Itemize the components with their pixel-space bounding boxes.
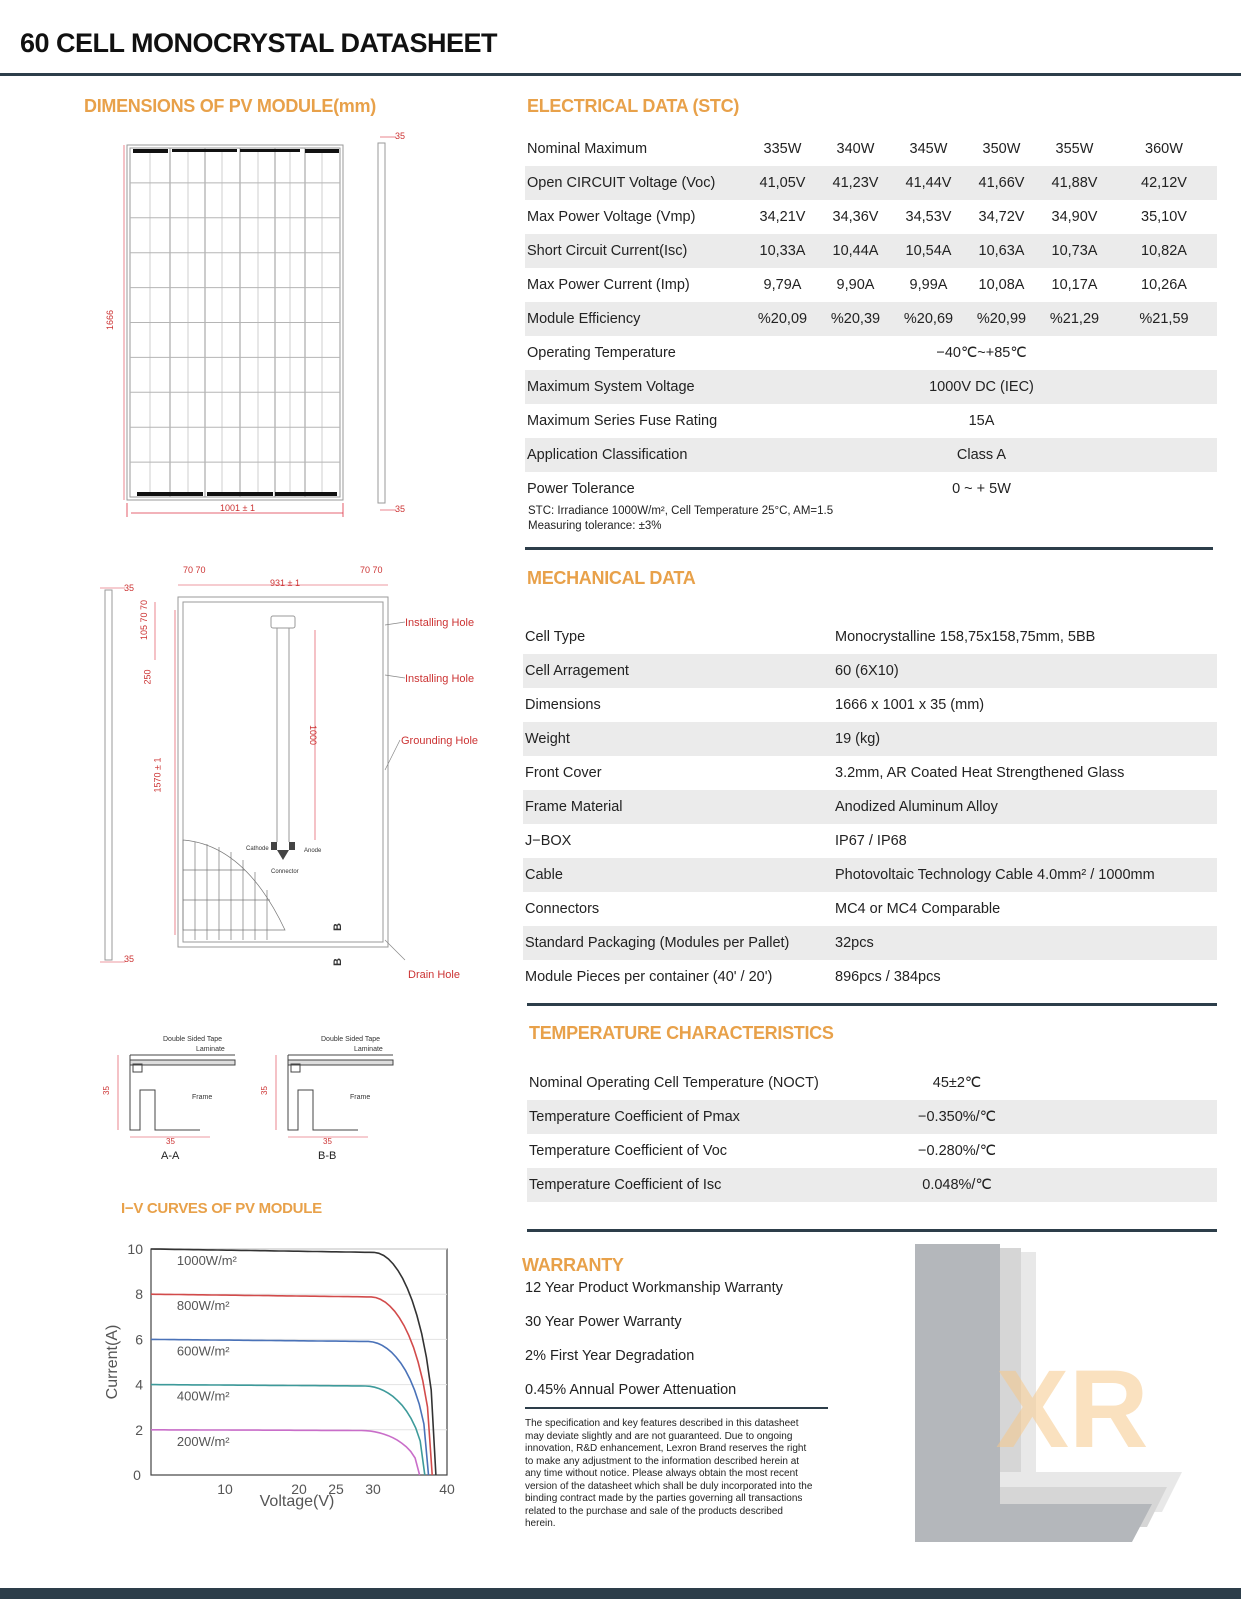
mechanical-row-value: Monocrystalline 158,75x158,75mm, 5BB	[835, 629, 1096, 645]
electrical-value: 35,10V	[1141, 209, 1187, 225]
mechanical-bottom-rule	[527, 1003, 1217, 1006]
temperature-row-label: Temperature Coefficient of Pmax	[527, 1100, 857, 1134]
section-b-top: B	[331, 923, 344, 931]
electrical-value: 34,36V	[832, 209, 879, 225]
iv-y-tick-label: 2	[135, 1421, 143, 1438]
installing-hole-label-1: Installing Hole	[405, 617, 475, 629]
electrical-value: %21,59	[1111, 302, 1217, 336]
electrical-value: 41,23V	[819, 166, 892, 200]
mechanical-title: MECHANICAL DATA	[527, 568, 696, 588]
electrical-span-value: 15A	[968, 413, 995, 429]
electrical-span-row	[525, 438, 1217, 472]
electrical-row-label: Max Power Current (Imp)	[527, 277, 690, 293]
mechanical-row-value: 3.2mm, AR Coated Heat Strengthened Glass	[835, 765, 1125, 781]
iv-y-axis-label: Current(A)	[104, 1324, 121, 1400]
footer-rule	[0, 1588, 1241, 1599]
electrical-value: 41,66V	[965, 166, 1038, 200]
cable-length-label: 1000	[308, 724, 319, 746]
connector-label: Connector	[271, 869, 299, 875]
temperature-row	[527, 1134, 1217, 1168]
anode-label: Anode	[304, 848, 322, 854]
electrical-value: 10,17A	[1051, 277, 1098, 293]
section-aa-laminate-label: Laminate	[196, 1046, 225, 1053]
temperature-row-value: 45±2℃	[932, 1075, 982, 1091]
iv-x-tick-label: 40	[439, 1481, 455, 1497]
electrical-value: 10,54A	[892, 234, 965, 268]
cathode-label: Cathode	[246, 846, 269, 852]
dimensions-title: DIMENSIONS OF PV MODULE(mm)	[84, 96, 376, 116]
iv-x-tick-label: 25	[328, 1481, 344, 1497]
temperature-row	[527, 1066, 1217, 1100]
back-top-width: 931 ± 1	[270, 578, 300, 588]
module-depth-bottom-label: 35	[395, 504, 406, 514]
electrical-row-label: Open CIRCUIT Voltage (Voc)	[525, 166, 746, 200]
warranty-title: WARRANTY	[522, 1255, 624, 1275]
mechanical-row-label: Weight	[523, 722, 835, 756]
iv-series-label: 400W/m²	[176, 1388, 230, 1404]
back-top-offsets-right: 70 70	[360, 565, 383, 575]
electrical-value: 41,05V	[746, 166, 819, 200]
electrical-value: 42,12V	[1111, 166, 1217, 200]
mechanical-row-label: Module Pieces per container (40' / 20')	[525, 969, 773, 985]
lexron-logo-graphic	[912, 1242, 1192, 1547]
electrical-span-value: 0 ~ + 5W	[952, 481, 1011, 497]
electrical-row-label: Application Classification	[525, 438, 746, 472]
electrical-value: 10,82A	[1111, 234, 1217, 268]
electrical-row	[525, 234, 1217, 268]
electrical-value: %21,29	[1038, 302, 1111, 336]
section-aa-tape-label: Double Sided Tape	[163, 1036, 223, 1043]
electrical-span-row	[525, 404, 1217, 438]
temperature-row-value: −0.280%/℃	[918, 1143, 996, 1159]
electrical-row-label: Operating Temperature	[527, 345, 676, 361]
logo-xr-text: XR	[995, 1348, 1149, 1471]
electrical-value: 335W	[763, 141, 802, 157]
section-bb-width: 35	[323, 1137, 332, 1146]
electrical-value: 41,88V	[1038, 166, 1111, 200]
mechanical-row-label: Front Cover	[525, 765, 602, 781]
electrical-value: 355W	[1055, 141, 1094, 157]
mechanical-row	[523, 926, 1217, 960]
electrical-row	[525, 132, 1217, 166]
electrical-row-label: Max Power Voltage (Vmp)	[527, 209, 696, 225]
stc-note: STC: Irradiance 1000W/m², Cell Temperature 25°C, AM=1.5	[528, 505, 834, 517]
mechanical-row-value: Anodized Aluminum Alloy	[835, 790, 1217, 824]
module-depth-top-label: 35	[395, 131, 406, 141]
mechanical-row-label: Dimensions	[525, 697, 601, 713]
warranty-list	[525, 1271, 783, 1407]
back-left-offsets: 105 70 70	[139, 599, 150, 641]
grounding-hole-label: Grounding Hole	[401, 735, 479, 747]
electrical-value: 10,63A	[965, 234, 1038, 268]
electrical-table	[525, 132, 1217, 506]
mechanical-row-value: Photovoltaic Technology Cable 4.0mm² / 1000mm	[835, 858, 1217, 892]
electrical-value: 34,90V	[1051, 209, 1098, 225]
module-height-label: 1666	[105, 309, 116, 331]
iv-y-tick-label: 8	[135, 1286, 143, 1303]
electrical-row-label: Nominal Maximum	[527, 141, 648, 157]
warranty-item: 2% First Year Degradation	[525, 1348, 695, 1364]
mechanical-row-value: 896pcs / 384pcs	[835, 969, 941, 985]
temperature-row-label: Temperature Coefficient of Isc	[527, 1168, 857, 1202]
mechanical-row-label: Frame Material	[523, 790, 835, 824]
section-bb-laminate-label: Laminate	[354, 1046, 383, 1053]
electrical-value: 9,90A	[836, 277, 875, 293]
electrical-span-value: 1000V DC (IEC)	[746, 370, 1217, 404]
back-top-offsets-left: 70 70	[183, 565, 206, 575]
electrical-value: 9,79A	[763, 277, 802, 293]
iv-series-label: 800W/m²	[176, 1298, 230, 1314]
back-left-pitch: 1570 ± 1	[152, 757, 163, 793]
electrical-value: 360W	[1145, 141, 1183, 157]
iv-x-axis-label: Voltage(V)	[259, 1493, 335, 1510]
electrical-title: ELECTRICAL DATA (STC)	[527, 96, 740, 116]
electrical-row-label: Module Efficiency	[525, 302, 746, 336]
iv-origin-tick-label: 0	[133, 1467, 141, 1483]
electrical-row-label: Maximum System Voltage	[525, 370, 746, 404]
electrical-row	[525, 166, 1217, 200]
temperature-row-value: 0.048%/℃	[857, 1168, 1057, 1202]
electrical-value: 9,99A	[909, 277, 948, 293]
temperature-title: TEMPERATURE CHARACTERISTICS	[529, 1023, 834, 1043]
electrical-row	[525, 200, 1217, 234]
mechanical-row	[523, 858, 1217, 892]
temperature-row-label: Nominal Operating Cell Temperature (NOCT)	[529, 1075, 819, 1091]
section-bb-tape-label: Double Sided Tape	[321, 1036, 381, 1043]
iv-x-tick-label: 30	[365, 1481, 381, 1497]
iv-curves-title: I−V CURVES OF PV MODULE	[121, 1200, 322, 1217]
section-aa-frame-label: Frame	[192, 1094, 213, 1101]
electrical-value: %20,39	[819, 302, 892, 336]
electrical-span-row	[525, 336, 1217, 370]
iv-curve-chart	[95, 1240, 475, 1520]
section-bb-frame-label: Frame	[350, 1094, 371, 1101]
header-rule	[0, 73, 1241, 76]
iv-series-label: 600W/m²	[176, 1343, 230, 1359]
temperature-row	[527, 1100, 1217, 1134]
electrical-value: 34,72V	[978, 209, 1025, 225]
temperature-row	[527, 1168, 1217, 1202]
electrical-value: 10,26A	[1141, 277, 1187, 293]
back-side-depth-top: 35	[124, 583, 135, 593]
iv-x-tick-label: 10	[217, 1481, 233, 1497]
mechanical-row-value: MC4 or MC4 Comparable	[835, 901, 1001, 917]
warranty-item: 12 Year Product Workmanship Warranty	[525, 1280, 783, 1296]
warranty-item: 0.45% Annual Power Attenuation	[525, 1382, 737, 1398]
temperature-bottom-rule	[527, 1229, 1217, 1232]
electrical-value: %20,09	[746, 302, 819, 336]
mechanical-row-label: Connectors	[525, 901, 600, 917]
page-title: 60 CELL MONOCRYSTAL DATASHEET	[20, 28, 498, 58]
mechanical-row-label: Cell Arragement	[523, 654, 835, 688]
section-bb-height: 35	[259, 1086, 269, 1095]
mechanical-row	[523, 688, 1217, 722]
warranty-rule	[525, 1407, 828, 1409]
electrical-row	[525, 302, 1217, 336]
iv-y-tick-label: 6	[135, 1331, 143, 1348]
electrical-span-row	[525, 370, 1217, 404]
iv-series-label: 200W/m²	[176, 1433, 230, 1449]
tolerance-note: Measuring tolerance: ±3%	[528, 520, 662, 532]
iv-y-tick-label: 4	[135, 1376, 143, 1393]
mechanical-row-label: Standard Packaging (Modules per Pallet)	[523, 926, 835, 960]
back-side-depth-bottom: 35	[124, 954, 135, 964]
mechanical-row	[523, 960, 1217, 994]
section-b-bottom: B	[331, 958, 344, 966]
section-aa-name: A-A	[161, 1150, 180, 1162]
electrical-bottom-rule	[525, 547, 1213, 550]
electrical-value: %20,99	[965, 302, 1038, 336]
electrical-row-label: Short Circuit Current(Isc)	[525, 234, 746, 268]
temperature-table	[527, 1066, 1217, 1202]
electrical-value: 10,08A	[978, 277, 1025, 293]
electrical-span-row	[525, 472, 1217, 506]
electrical-value: 34,21V	[759, 209, 806, 225]
mechanical-row	[523, 790, 1217, 824]
mechanical-row	[523, 654, 1217, 688]
mechanical-row	[523, 620, 1217, 654]
electrical-row	[525, 268, 1217, 302]
mechanical-row-value: 19 (kg)	[835, 722, 1217, 756]
electrical-row-label: Maximum Series Fuse Rating	[527, 413, 718, 429]
installing-hole-label-2: Installing Hole	[405, 673, 475, 685]
mechanical-row-value: 1666 x 1001 x 35 (mm)	[835, 697, 985, 713]
electrical-value: 10,73A	[1038, 234, 1111, 268]
warranty-item: 30 Year Power Warranty	[525, 1314, 682, 1330]
mechanical-row-label: J−BOX	[525, 833, 572, 849]
section-aa-height: 35	[101, 1086, 111, 1095]
iv-y-tick-label: 10	[127, 1241, 143, 1257]
back-left-250: 250	[142, 669, 153, 685]
electrical-value: 10,44A	[819, 234, 892, 268]
mechanical-row	[523, 892, 1217, 926]
section-bb-name: B-B	[318, 1150, 337, 1162]
front-view-drawing	[100, 125, 420, 525]
electrical-value: 10,33A	[746, 234, 819, 268]
mechanical-row	[523, 722, 1217, 756]
module-width-label: 1001 ± 1	[220, 503, 255, 513]
electrical-value: 41,44V	[892, 166, 965, 200]
mechanical-row	[523, 756, 1217, 790]
drain-hole-label: Drain Hole	[408, 969, 460, 981]
mechanical-row	[523, 824, 1217, 858]
disclaimer-text: The specification and key features described in this datasheet may deviate slightly and are not guaranteed. Due to ongoing innovation, R&D enhancement, Lexron Brand reserves the right to make any adjustment to the information described herein at any time without notice. Please always obtain the most recent version of the datasheet which shall be duly incorporated into the binding contract made by the parties governing all transactions related to the purchase and sale of the products described herein.	[525, 1418, 813, 1529]
mechanical-table	[523, 620, 1217, 994]
iv-x-tick-label: 20	[291, 1481, 307, 1497]
electrical-value: 350W	[982, 141, 1021, 157]
electrical-row-label: Power Tolerance	[527, 481, 635, 497]
mechanical-row-label: Cell Type	[525, 629, 586, 645]
electrical-span-value: −40℃~+85℃	[936, 345, 1027, 361]
temperature-row-label: Temperature Coefficient of Voc	[529, 1143, 728, 1159]
iv-series-label: 1000W/m²	[176, 1253, 237, 1268]
mechanical-row-value: 32pcs	[835, 926, 1217, 960]
electrical-span-value: Class A	[746, 438, 1217, 472]
electrical-value: 340W	[836, 141, 875, 157]
electrical-value: %20,69	[892, 302, 965, 336]
temperature-row-value: −0.350%/℃	[857, 1100, 1057, 1134]
section-aa-width: 35	[166, 1137, 175, 1146]
mechanical-row-label: Cable	[523, 858, 835, 892]
mechanical-row-value: IP67 / IP68	[835, 833, 907, 849]
electrical-value: 345W	[909, 141, 948, 157]
electrical-value: 34,53V	[905, 209, 952, 225]
mechanical-row-value: 60 (6X10)	[835, 654, 1217, 688]
